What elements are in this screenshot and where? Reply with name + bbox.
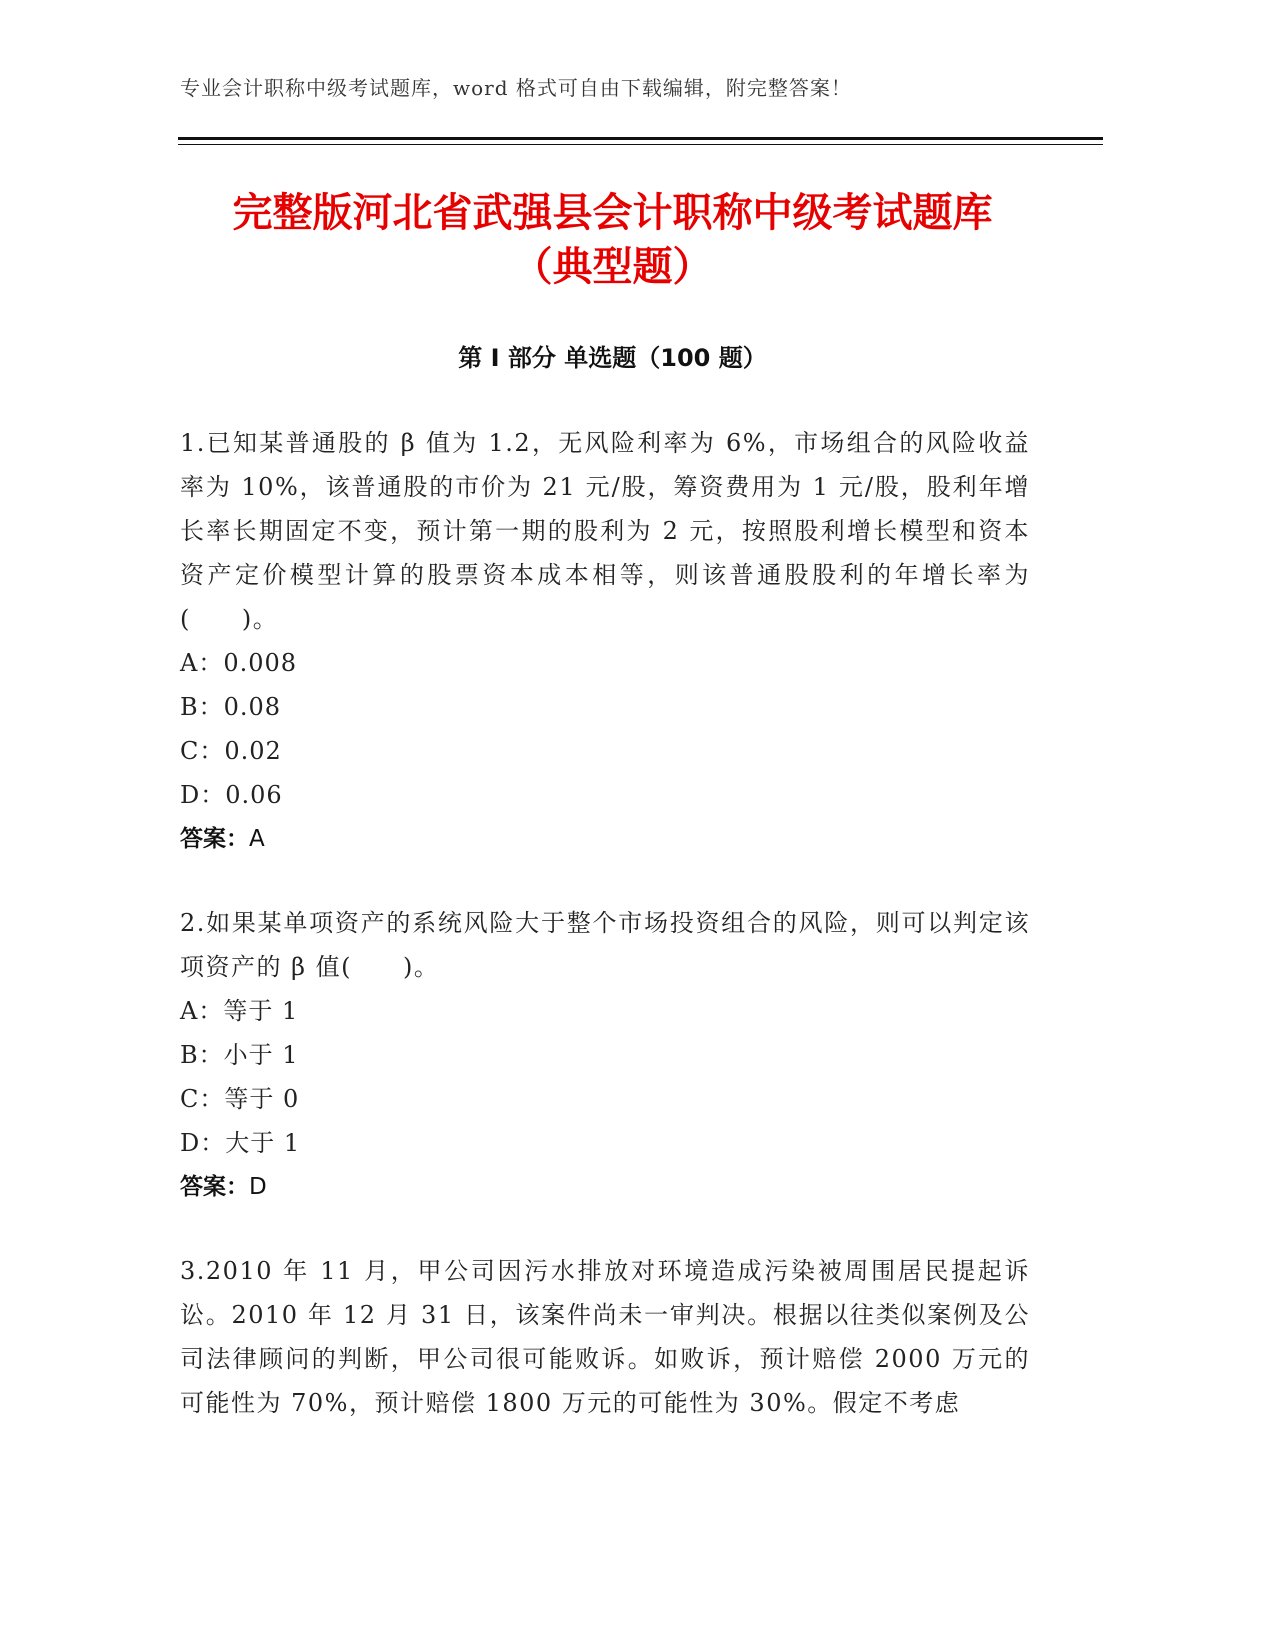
answer-label: 答案：	[180, 1174, 249, 1200]
option-c: C：等于 0	[180, 1085, 300, 1113]
question-stem: 3.2010 年 11 月，甲公司因污水排放对环境造成污染被周围居民提起诉讼。2010 年 12 月 31 日，该案件尚未一审判决。根据以往类似案例及公司法律顾问的判断，甲公司很可能败诉。如败诉，预计赔偿 2000 万元的可能性为 70%，预计赔偿 1800 万元的可能性为 30%。假定不考虑	[180, 1257, 1030, 1417]
option-d: D：大于 1	[180, 1129, 301, 1157]
option-c: C：0.02	[180, 737, 282, 765]
header-rule-thin	[178, 144, 1103, 145]
header-note: 专业会计职称中级考试题库，word 格式可自由下载编辑，附完整答案！	[180, 76, 852, 100]
document-title	[150, 186, 1075, 294]
answer-value: D	[249, 1174, 267, 1200]
question-list	[180, 421, 1030, 1465]
question-stem: 1.已知某普通股的 β 值为 1.2，无风险利率为 6%，市场组合的风险收益率为 10%，该普通股的市价为 21 元/股，筹资费用为 1 元/股，股利年增长率长期固定不变，预计第一期的股利为 2 元，按照股利增长模型和资本资产定价模型计算的股票资本成本相等，则该普通股股利的年增长率为( )。	[180, 429, 1030, 633]
question-3	[180, 1249, 1030, 1425]
answer-line	[180, 1165, 1030, 1209]
answer-line	[180, 817, 1030, 861]
section-title: 第 I 部分 单选题（100 题）	[458, 344, 767, 372]
question-1	[180, 421, 1030, 861]
option-d: D：0.06	[180, 781, 283, 809]
option-a: A：0.008	[180, 649, 298, 677]
question-2	[180, 901, 1030, 1209]
title-line-2: （典型题）	[512, 244, 713, 290]
option-a: A：等于 1	[180, 997, 299, 1025]
answer-value: A	[249, 826, 265, 852]
title-line-1: 完整版河北省武强县会计职称中级考试题库	[232, 190, 993, 236]
option-b: B：小于 1	[180, 1041, 299, 1069]
answer-label: 答案：	[180, 826, 249, 852]
option-b: B：0.08	[180, 693, 282, 721]
question-stem: 2.如果某单项资产的系统风险大于整个市场投资组合的风险，则可以判定该项资产的 β 值( )。	[180, 909, 1030, 981]
header-rule-thick	[178, 137, 1103, 140]
